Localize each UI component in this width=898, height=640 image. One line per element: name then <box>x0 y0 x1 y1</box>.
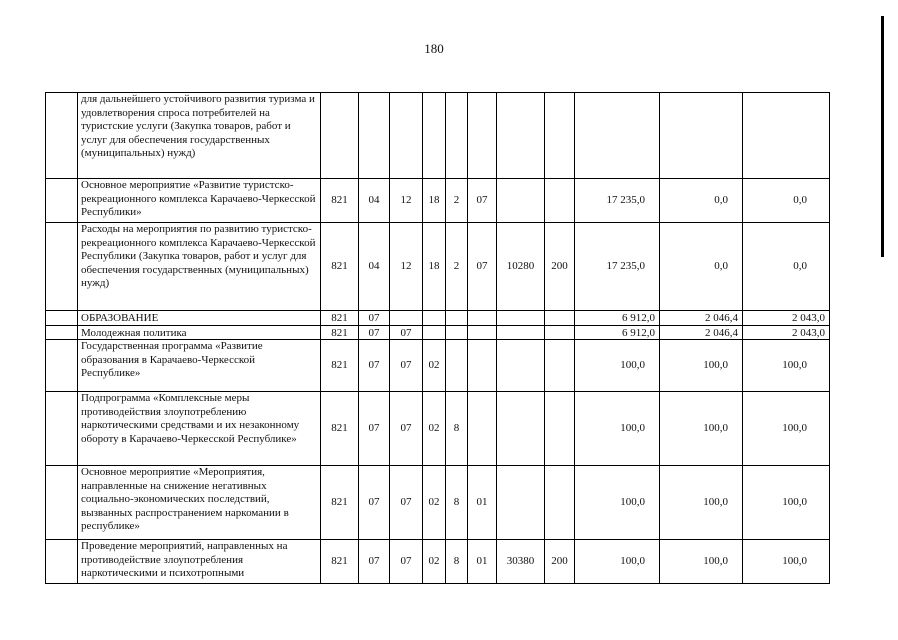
subprogram-cell: 2 <box>446 179 468 223</box>
table-row <box>46 340 830 392</box>
sum-year1-cell: 17 235,0 <box>575 223 660 311</box>
subsection-cell: 07 <box>390 326 423 340</box>
sum-year2-cell: 100,0 <box>660 392 743 466</box>
sum-year1-cell: 100,0 <box>575 392 660 466</box>
table-row <box>46 326 830 340</box>
section-cell: 04 <box>359 179 390 223</box>
direction-cell: 10280 <box>497 223 545 311</box>
table-row <box>46 311 830 326</box>
subprogram-cell: 8 <box>446 392 468 466</box>
admin-code-cell: 821 <box>321 223 359 311</box>
direction-cell <box>497 340 545 392</box>
subprogram-cell: 8 <box>446 466 468 540</box>
row-name-cell: ОБРАЗОВАНИЕ <box>78 311 321 326</box>
sum-year3-cell: 100,0 <box>743 340 830 392</box>
row-margin-cell <box>46 466 78 540</box>
program-cell: 02 <box>423 540 446 584</box>
row-name-cell: для дальнейшего устойчивого развития туризма и удовлетворения спроса потребителей на туристские услуги (Закупка товаров, работ и услуг для обеспечения государственных (муниципальных) нужд) <box>78 93 321 179</box>
subprogram-cell <box>446 340 468 392</box>
sum-year1-cell: 100,0 <box>575 340 660 392</box>
row-name-cell: Государственная программа «Развитие образования в Карачаево-Черкесской Республике» <box>78 340 321 392</box>
program-cell: 18 <box>423 179 446 223</box>
sum-year3-cell: 100,0 <box>743 540 830 584</box>
sum-year2-cell: 100,0 <box>660 466 743 540</box>
table-row <box>46 223 830 311</box>
program-cell: 18 <box>423 223 446 311</box>
admin-code-cell: 821 <box>321 179 359 223</box>
sum-year3-cell: 0,0 <box>743 223 830 311</box>
event-cell <box>468 326 497 340</box>
sum-year1-cell: 100,0 <box>575 466 660 540</box>
subprogram-cell: 8 <box>446 540 468 584</box>
row-name-cell: Проведение мероприятий, направленных на противодействие злоупотребления наркотическими и психотропными <box>78 540 321 584</box>
section-cell <box>359 93 390 179</box>
table-row <box>46 93 830 179</box>
admin-code-cell: 821 <box>321 540 359 584</box>
row-name-cell: Основное мероприятие «Мероприятия, направленные на снижение негативных социально-экономических последствий, вызванных распространением наркомании в республике» <box>78 466 321 540</box>
table-row <box>46 392 830 466</box>
subprogram-cell: 2 <box>446 223 468 311</box>
row-margin-cell <box>46 311 78 326</box>
event-cell <box>468 311 497 326</box>
direction-cell <box>497 311 545 326</box>
subprogram-cell <box>446 326 468 340</box>
admin-code-cell: 821 <box>321 326 359 340</box>
program-cell: 02 <box>423 466 446 540</box>
event-cell: 01 <box>468 540 497 584</box>
admin-code-cell: 821 <box>321 392 359 466</box>
margin-rule <box>881 16 884 257</box>
program-cell <box>423 93 446 179</box>
row-margin-cell <box>46 392 78 466</box>
row-name-cell: Расходы на мероприятия по развитию туристско-рекреационного комплекса Карачаево-Черкесской Республики (Закупка товаров, работ и услуг для обеспечения государственных (муниципальных) нужд) <box>78 223 321 311</box>
admin-code-cell: 821 <box>321 311 359 326</box>
row-margin-cell <box>46 540 78 584</box>
direction-cell <box>497 392 545 466</box>
section-cell: 04 <box>359 223 390 311</box>
subsection-cell <box>390 311 423 326</box>
section-cell: 07 <box>359 466 390 540</box>
subsection-cell: 12 <box>390 223 423 311</box>
event-cell: 07 <box>468 179 497 223</box>
expense-type-cell <box>545 392 575 466</box>
expense-type-cell: 200 <box>545 223 575 311</box>
subsection-cell: 07 <box>390 540 423 584</box>
event-cell: 07 <box>468 223 497 311</box>
row-margin-cell <box>46 179 78 223</box>
admin-code-cell: 821 <box>321 466 359 540</box>
expense-type-cell <box>545 326 575 340</box>
sum-year1-cell: 6 912,0 <box>575 311 660 326</box>
expense-type-cell <box>545 93 575 179</box>
sum-year2-cell: 2 046,4 <box>660 326 743 340</box>
sum-year3-cell: 2 043,0 <box>743 326 830 340</box>
expense-type-cell <box>545 179 575 223</box>
subsection-cell <box>390 93 423 179</box>
sum-year3-cell: 100,0 <box>743 392 830 466</box>
sum-year2-cell: 0,0 <box>660 179 743 223</box>
section-cell: 07 <box>359 340 390 392</box>
sum-year1-cell: 17 235,0 <box>575 179 660 223</box>
sum-year2-cell: 2 046,4 <box>660 311 743 326</box>
row-margin-cell <box>46 326 78 340</box>
sum-year2-cell: 100,0 <box>660 340 743 392</box>
program-cell <box>423 326 446 340</box>
section-cell: 07 <box>359 326 390 340</box>
row-name-cell: Основное мероприятие «Развитие туристско-рекреационного комплекса Карачаево-Черкесской Республики» <box>78 179 321 223</box>
table-row <box>46 466 830 540</box>
subsection-cell: 07 <box>390 392 423 466</box>
sum-year3-cell: 100,0 <box>743 466 830 540</box>
row-margin-cell <box>46 93 78 179</box>
table-row <box>46 540 830 584</box>
row-name-cell: Молодежная политика <box>78 326 321 340</box>
sum-year1-cell <box>575 93 660 179</box>
sum-year2-cell: 0,0 <box>660 223 743 311</box>
direction-cell <box>497 179 545 223</box>
event-cell <box>468 93 497 179</box>
direction-cell <box>497 326 545 340</box>
page-number: 180 <box>424 41 444 56</box>
program-cell: 02 <box>423 340 446 392</box>
subprogram-cell <box>446 93 468 179</box>
row-margin-cell <box>46 223 78 311</box>
budget-table <box>45 92 830 584</box>
program-cell <box>423 311 446 326</box>
table-row <box>46 179 830 223</box>
sum-year1-cell: 100,0 <box>575 540 660 584</box>
sum-year3-cell <box>743 93 830 179</box>
expense-type-cell: 200 <box>545 540 575 584</box>
event-cell <box>468 340 497 392</box>
subsection-cell: 12 <box>390 179 423 223</box>
row-margin-cell <box>46 340 78 392</box>
row-name-cell: Подпрограмма «Комплексные меры противодействия злоупотреблению наркотическими средствами и их незаконному обороту в Карачаево-Черкесской Республике» <box>78 392 321 466</box>
section-cell: 07 <box>359 311 390 326</box>
sum-year3-cell: 2 043,0 <box>743 311 830 326</box>
subsection-cell: 07 <box>390 466 423 540</box>
section-cell: 07 <box>359 540 390 584</box>
expense-type-cell <box>545 466 575 540</box>
sum-year2-cell <box>660 93 743 179</box>
subsection-cell: 07 <box>390 340 423 392</box>
sum-year3-cell: 0,0 <box>743 179 830 223</box>
direction-cell <box>497 466 545 540</box>
program-cell: 02 <box>423 392 446 466</box>
direction-cell <box>497 93 545 179</box>
subprogram-cell <box>446 311 468 326</box>
admin-code-cell <box>321 93 359 179</box>
admin-code-cell: 821 <box>321 340 359 392</box>
expense-type-cell <box>545 340 575 392</box>
section-cell: 07 <box>359 392 390 466</box>
event-cell <box>468 392 497 466</box>
direction-cell: 30380 <box>497 540 545 584</box>
sum-year1-cell: 6 912,0 <box>575 326 660 340</box>
expense-type-cell <box>545 311 575 326</box>
event-cell: 01 <box>468 466 497 540</box>
sum-year2-cell: 100,0 <box>660 540 743 584</box>
